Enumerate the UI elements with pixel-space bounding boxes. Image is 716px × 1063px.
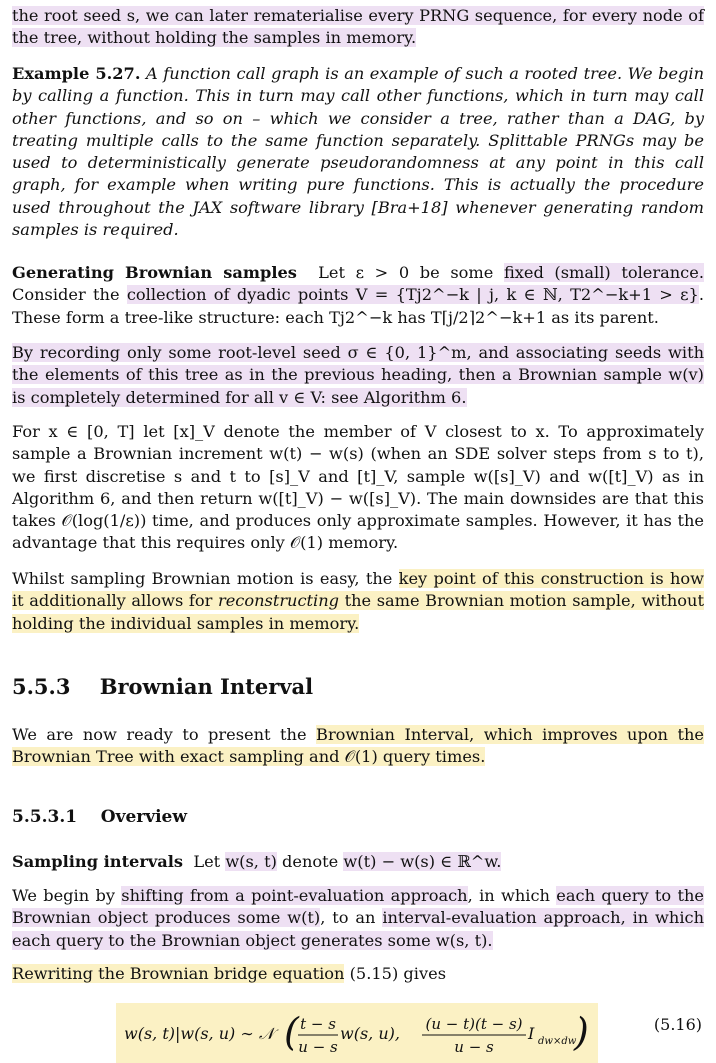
subsection-number: 5.5.3.1 xyxy=(12,807,78,827)
section-number: 5.5.3 xyxy=(12,674,71,699)
paragraph-whilst xyxy=(12,568,704,635)
highlight: shifting from a point-evaluation approach xyxy=(121,886,468,905)
subsection-heading xyxy=(12,806,187,828)
section-heading xyxy=(12,676,313,698)
equation-number: (5.16) xyxy=(653,1015,702,1034)
highlight: reconstructing xyxy=(217,591,340,611)
highlight: collection of dyadic points V = {Tj2^−k | j, k ∈ ℕ, T2^−k+1 > ε} xyxy=(126,285,699,305)
text: Whilst sampling Brownian motion is easy, the xyxy=(12,569,399,588)
heading-generating: Generating Brownian samples xyxy=(12,263,297,282)
equation-5-16 xyxy=(116,1003,598,1063)
fraction-2-denominator: u − s xyxy=(454,1038,494,1056)
text: Consider the xyxy=(12,285,127,305)
text: For x ∈ [0, T] let [x]_V denote the member of V closest to x. To approximately sample a Brownian increment w(t) − w(s) (when an SDE solver steps from s to t), we first discretise s and t to [s]_V and [t]_V, sample w([s]_V) and w([t]_V) as in Algorithm 6, and then return w([t]_V) − w([s]_V). The main downsides are that this takes 𝒪(log(1/ε)) time, and produces only approximate samples. However, it has the advantage that this requires only 𝒪(1) memory. xyxy=(12,422,704,553)
heading-sampling: Sampling intervals xyxy=(12,852,184,871)
subsection-title: Overview xyxy=(100,807,188,827)
paragraph-begin xyxy=(12,885,704,952)
highlight: each query to the Brownian object produces some w(t) xyxy=(12,886,705,928)
equation-middle: w(s, u), xyxy=(340,1024,400,1043)
paragraph-approx xyxy=(12,421,704,555)
highlight: the root seed s, we can later rematerialise every PRNG sequence, for every node of the tree, without holding the samples in memory. xyxy=(12,6,704,48)
text: denote xyxy=(276,852,344,871)
fraction-1-denominator: u − s xyxy=(298,1038,338,1056)
equation-svg xyxy=(122,1007,592,1059)
paragraph-record xyxy=(12,342,704,409)
text: Let ε > 0 be some xyxy=(318,263,504,282)
paragraph-sampling xyxy=(12,851,704,873)
highlight: interval-evaluation approach xyxy=(382,908,621,928)
fraction-2-numerator: (u − t)(t − s) xyxy=(425,1015,523,1033)
example-text: A function call graph is an example of such a rooted tree. We begin by calling a function. This in turn may call other functions, which in turn may call other functions, and so on – which we consider a tree, rather than a DAG, by treating multiple calls to the same function separately. Splittable PRNGs may be used to deterministically generate pseudorandomness at any point in this call graph, for example when writing pure functions. This is actually the procedure used throughout the JAX software library [Bra+18] whenever generating random samples is required. xyxy=(12,64,704,240)
paragraph-ready xyxy=(12,724,704,769)
highlight: , in which each query to the Brownian object generates some w(s, t). xyxy=(12,908,704,950)
text: (5.15) gives xyxy=(344,964,447,983)
highlight: Brownian Interval, which improves upon the Brownian Tree with exact sampling and 𝒪(1) query times. xyxy=(12,725,704,767)
highlight: Rewriting the Brownian bridge equation xyxy=(12,964,345,983)
highlight: w(s, t) xyxy=(225,852,277,871)
equation-lhs: w(s, t)|w(s, u) ∼ 𝒩 xyxy=(124,1024,275,1043)
identity-symbol: I xyxy=(528,1024,535,1043)
paragraph-rewrite xyxy=(12,963,704,985)
text: . These form a tree-like structure: each Tj2^−k has T⌈j/2⌉2^−k+1 as its parent. xyxy=(12,285,704,327)
left-paren: ( xyxy=(284,1010,299,1054)
right-paren: ) xyxy=(574,1010,589,1054)
highlight: key point of this construction is how it additionally allows for xyxy=(12,569,704,611)
text: We are now ready to present the xyxy=(12,725,317,744)
text: We begin by xyxy=(12,886,122,905)
text: Let xyxy=(193,852,226,871)
paragraph-generating xyxy=(12,262,704,329)
example-label: Example 5.27. xyxy=(12,64,141,83)
text: , to an xyxy=(320,908,383,928)
highlight: By recording only some root-level seed σ ∈ {0, 1}^m, and associating seeds with the elements of this tree as in the previous heading, then a Brownian sample w(v) is completely determined for all v ∈ V: see Algorithm 6. xyxy=(12,343,704,407)
text: , in which xyxy=(467,886,557,905)
identity-subscript: dw×dw xyxy=(538,1036,577,1047)
example-5-27 xyxy=(12,63,704,241)
fraction-1-numerator: t − s xyxy=(300,1015,336,1033)
paragraph-intro xyxy=(12,5,704,50)
highlight: the same Brownian motion sample, without holding the individual samples in memory. xyxy=(12,591,704,633)
highlight: w(t) − w(s) ∈ ℝ^w. xyxy=(343,852,502,871)
highlight: fixed (small) tolerance. xyxy=(503,263,704,282)
section-title: Brownian Interval xyxy=(99,674,314,699)
